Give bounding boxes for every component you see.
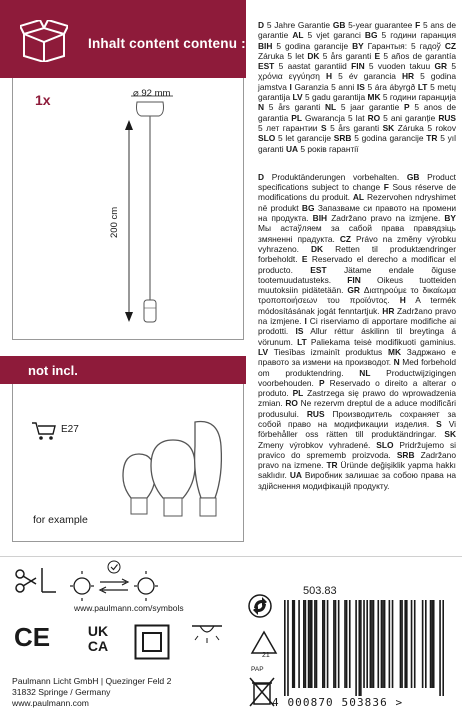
- not-included-title: not incl.: [28, 363, 78, 378]
- barcode-bar: [389, 600, 391, 688]
- guarantee-code: LT: [417, 81, 428, 92]
- change-text: Zastrzega się prawo do wprowadzenia zmian.: [258, 388, 456, 409]
- guarantee-code: TR: [426, 133, 438, 144]
- barcode-bar: [308, 600, 310, 688]
- symbols-url[interactable]: www.paulmann.com/symbols: [74, 603, 184, 613]
- article-number: 503.83: [303, 585, 337, 597]
- change-text: Paliekama teisė modifikuoti gaminius.: [306, 336, 456, 347]
- guarantee-text: Garanzia 5 anni: [291, 81, 357, 92]
- pendant-drawing: [13, 78, 245, 340]
- footer-divider: [0, 556, 462, 557]
- change-code: SK: [444, 429, 456, 440]
- guarantee-code: BY: [352, 40, 364, 51]
- barcode-bar: [344, 600, 346, 688]
- change-text: Ci riserviamo di apportare modifiche ai prodotti.: [258, 316, 456, 337]
- guarantee-code: LV: [292, 92, 303, 103]
- change-text: Vi förbehåller oss rätten till produktändringar.: [258, 418, 457, 440]
- guarantee-text: 5 let garancije: [275, 133, 334, 144]
- guarantee-text: 5 ani garanție: [380, 112, 439, 123]
- box-icon: [20, 20, 68, 62]
- recycle-icon: [248, 594, 272, 618]
- change-code: IS: [295, 326, 304, 337]
- guarantee-code: SRB: [333, 133, 352, 144]
- change-code: NL: [359, 367, 371, 378]
- guarantee-text: 5 godina garancije: [272, 40, 353, 51]
- barcode-bar: [316, 600, 318, 688]
- change-code: E: [301, 254, 308, 265]
- ukca-line1: UK: [87, 623, 109, 639]
- guarantee-code: DK: [307, 50, 320, 61]
- dimming-icon: [70, 560, 160, 602]
- barcode-bar: [366, 600, 368, 688]
- guarantee-code: BG: [364, 30, 378, 41]
- barcode-bar: [360, 600, 362, 696]
- change-code: TR: [326, 460, 338, 471]
- guarantee-text: 5 vjet garanci: [303, 30, 365, 41]
- guarantee-text: 5 yıl garanti: [258, 133, 456, 154]
- guarantee-code: F: [415, 20, 421, 30]
- barcode-bar: [349, 600, 351, 688]
- change-code: BIH: [312, 213, 328, 224]
- content-panel: [12, 78, 244, 340]
- class2-icon: [134, 624, 170, 660]
- guarantee-code: BIH: [258, 40, 273, 51]
- guarantee-code: GR: [434, 61, 448, 72]
- company-address: [12, 676, 171, 710]
- barcode-bar: [355, 600, 357, 696]
- guarantee-code: EST: [258, 61, 275, 72]
- barcode-bar: [322, 600, 324, 688]
- guarantee-code: E: [374, 50, 381, 61]
- guarantee-text: 5 anos de garantia: [258, 102, 456, 123]
- change-code: MK: [387, 346, 401, 357]
- change-text: Právo na změny výrobku vyhrazeno.: [258, 233, 456, 254]
- change-code: CZ: [339, 233, 352, 244]
- change-text: Pridržujemo si pravico do sprememb proizvoda.: [258, 439, 456, 460]
- guarantee-text: 5 ans de garantie: [258, 20, 456, 41]
- guarantee-text: 5 років гарантії: [298, 143, 359, 154]
- change-text: Tiesības izmainīt produktus: [268, 346, 388, 357]
- change-text: Задржано е правото за измени на производот.: [258, 346, 456, 368]
- change-text: Запазваме си правото на промени на продукта.: [258, 202, 457, 224]
- change-text: Üründe değişiklik yapma hakkı saklıdır.: [258, 460, 456, 481]
- guarantee-text: Záruka 5 let: [258, 50, 308, 61]
- barcode-bar: [431, 600, 433, 688]
- barcode-bar: [294, 600, 296, 688]
- change-code: AL: [352, 192, 365, 203]
- not-included-banner: [0, 356, 246, 384]
- guarantee-code: IS: [356, 81, 365, 92]
- barcode-bar: [358, 600, 360, 696]
- company-line1: Paulmann Licht GmbH | Quezinger Feld 2: [12, 676, 172, 686]
- barcode-bar: [370, 600, 372, 688]
- guarantee-text: Záruka 5 rokov: [394, 122, 457, 133]
- barcode-bar: [373, 600, 375, 688]
- guarantee-code: D: [258, 20, 265, 30]
- change-text: Διατηρούμε το δικαίωμα τροποποιήσεων του προϊόντος.: [258, 285, 456, 306]
- guarantee-code: CZ: [444, 40, 456, 51]
- ukca-line2: CA: [87, 638, 109, 654]
- change-code: GB: [406, 171, 420, 182]
- guarantee-code: GB: [332, 20, 346, 30]
- change-text: Zadržano pravo na izmjene.: [258, 305, 456, 327]
- guarantee-text: 5 години гаранција: [380, 92, 456, 103]
- barcode-bar: [311, 600, 313, 688]
- barcode-bar: [430, 600, 432, 688]
- barcode-bar: [363, 600, 365, 688]
- change-text: Ne rezervm dreptul de a aduce modificări produsului.: [258, 398, 456, 419]
- diameter-label: ⌀ 92 mm: [133, 88, 171, 99]
- barcode-bar: [303, 600, 305, 688]
- guarantee-code: HR: [401, 71, 415, 82]
- guarantee-text: Гарантыя: 5 гадоў: [363, 40, 445, 51]
- socket-type: E27: [61, 424, 79, 435]
- change-text: Zadržano pravo na izmene.: [258, 449, 456, 471]
- change-code: LT: [297, 336, 307, 347]
- barcode-digits: 4 000870 503836 >: [272, 696, 404, 709]
- ukca-mark: [78, 624, 118, 664]
- guarantee-text: 5 års garanti: [264, 102, 325, 113]
- barcode-bar: [324, 600, 326, 688]
- bulb-icon: [109, 416, 239, 526]
- change-text: Retten til produktændringer forbeholdt.: [258, 243, 457, 265]
- barcode-bar: [406, 600, 408, 688]
- change-paragraph: [258, 172, 456, 491]
- barcode-bar: [384, 600, 386, 688]
- change-text: Oikeus tuotteiden muutoksiin pidätetään.: [258, 274, 456, 296]
- change-code: LV: [258, 346, 269, 357]
- barcode-bar: [392, 600, 394, 688]
- change-code: SLO: [376, 439, 394, 450]
- barcode-bar: [309, 600, 311, 688]
- guarantee-text: 5-year guarantee: [345, 20, 416, 30]
- change-text: Jätame endale õiguse tootemuudatusteks.: [258, 264, 456, 285]
- change-text: Productwijzigingen voorbehouden.: [258, 367, 456, 388]
- change-code: FIN: [347, 274, 361, 285]
- content-title: Inhalt content contenu :: [88, 36, 246, 51]
- guarantee-code: SK: [382, 122, 395, 133]
- barcode-bar: [377, 600, 379, 688]
- guarantee-code: AL: [292, 30, 304, 41]
- barcode-bar: [422, 600, 424, 688]
- change-code: P: [318, 377, 325, 388]
- barcode-bar: [404, 600, 406, 688]
- change-code: GR: [347, 285, 360, 296]
- change-code: N: [393, 357, 400, 368]
- legal-text-column: [258, 20, 456, 491]
- guarantee-code: N: [258, 102, 265, 113]
- barcode-bar: [414, 600, 416, 688]
- guarantee-code: UA: [285, 143, 299, 154]
- guarantee-code: SLO: [258, 133, 276, 144]
- cart-icon: [31, 420, 57, 442]
- barcode-bar: [411, 600, 413, 688]
- change-code: HR: [382, 305, 395, 316]
- barcode-bar: [425, 600, 427, 688]
- guarantee-text: 5 години гаранция: [377, 30, 456, 41]
- barcode-bar: [335, 600, 337, 688]
- recycling-number: 21: [262, 652, 270, 659]
- change-code: EST: [310, 264, 327, 275]
- guarantee-text: 5 év garancia: [332, 71, 402, 82]
- barcode-bar: [381, 600, 383, 688]
- content-banner: [0, 0, 246, 78]
- guarantee-text: 5 gadu garantija: [302, 92, 368, 103]
- company-line2: 31832 Springe / Germany: [12, 687, 111, 698]
- quantity-label: 1x: [35, 92, 51, 108]
- scissors-icon: [12, 566, 58, 602]
- guarantee-text: 5 godina garancije: [351, 133, 427, 144]
- not-included-panel: [12, 384, 244, 542]
- barcode-bar: [371, 600, 373, 688]
- guarantee-text: 5 лет гарантии: [258, 122, 321, 133]
- guarantee-code: NL: [324, 102, 337, 113]
- change-code: S: [436, 418, 442, 429]
- guarantee-text: 5 jaar garantie: [336, 102, 405, 113]
- change-text: A termék módosításának jogát fenntartjuk.: [258, 295, 456, 316]
- change-code: BG: [301, 202, 315, 213]
- change-code: UA: [289, 470, 302, 481]
- barcode-bar: [382, 600, 384, 688]
- change-text: Zmeny výrobkov vyhradené.: [258, 439, 377, 450]
- barcode-bar: [305, 600, 307, 688]
- change-text: Sous réserve de modifications du produit.: [258, 182, 456, 203]
- barcode-bar: [298, 600, 300, 688]
- change-text: Rezervohen ndryshimet në produkt: [258, 192, 456, 213]
- change-text: Produktänderungen vorbehalten.: [264, 171, 407, 182]
- change-code: F: [383, 182, 389, 193]
- barcode-bar: [401, 600, 403, 688]
- guarantee-text: 5 χρόνια εγγύηση: [258, 61, 456, 82]
- barcode-bar: [327, 600, 329, 688]
- barcode-bar: [287, 600, 289, 696]
- guarantee-code: I: [289, 81, 292, 92]
- change-text: Med forbehold om produktendring.: [258, 357, 456, 378]
- company-line3[interactable]: www.paulmann.com: [12, 698, 89, 709]
- guarantee-text: Gwarancja 5 lat: [301, 112, 368, 123]
- guarantee-code: P: [404, 102, 410, 113]
- guarantee-text: 5 års garanti: [326, 122, 383, 133]
- guarantee-code: MK: [367, 92, 381, 103]
- change-code: PL: [292, 388, 304, 399]
- barcode-bar: [400, 600, 402, 688]
- guarantee-text: 5 års garanti: [319, 50, 375, 61]
- guarantee-text: 5 Jahre Garantie: [264, 20, 333, 30]
- change-code: BY: [444, 213, 456, 224]
- change-text: Мы астаўляем за сабой права правядзіць змяненні прадукта.: [258, 223, 456, 244]
- guarantee-code: RUS: [438, 112, 456, 123]
- change-code: I: [304, 316, 307, 327]
- guarantee-text: 5 aastat garantiid: [274, 61, 352, 72]
- barcode-bar: [433, 600, 435, 688]
- change-text: Allur réttur áskilinn til breytinga á vörunum.: [258, 326, 456, 347]
- change-text: Product specifications subject to change: [258, 171, 456, 193]
- guarantee-code: RO: [367, 112, 381, 123]
- barcode-bar: [284, 600, 286, 696]
- barcode-bar: [442, 600, 444, 696]
- left-column: [0, 0, 246, 556]
- guarantee-code: H: [326, 71, 333, 82]
- barcode-bar: [333, 600, 335, 688]
- change-code: SRB: [396, 449, 415, 460]
- guarantee-code: FIN: [351, 61, 365, 72]
- change-code: H: [399, 295, 406, 306]
- barcode-bar: [314, 600, 316, 688]
- ce-mark: CE: [14, 622, 51, 652]
- barcode: [284, 600, 444, 696]
- ceiling-mount-icon: [190, 622, 224, 644]
- change-code: DK: [311, 243, 324, 254]
- barcode-bar: [292, 600, 294, 688]
- guarantee-code: PL: [291, 112, 302, 123]
- barcode-bar: [338, 600, 340, 688]
- guarantee-text: 5 metų garantija: [258, 81, 456, 103]
- change-text: Reservado el derecho a modificar el producto.: [258, 254, 456, 275]
- change-code: D: [258, 171, 265, 182]
- guarantee-text: 5 vuoden takuu: [364, 61, 435, 72]
- example-label: for example: [33, 514, 88, 526]
- change-code: RO: [285, 398, 298, 409]
- barcode-bar: [346, 600, 348, 688]
- change-text: Reservado o direito a alterar o produto.: [258, 377, 456, 399]
- barcode-bar: [439, 600, 441, 696]
- guarantee-text: 5 años de garantía: [380, 50, 456, 61]
- change-text: Zadržano pravo na izmjene.: [327, 213, 445, 224]
- cable-length-label: 200 cm: [109, 206, 120, 238]
- guarantee-text: 5 godina jamstva: [258, 71, 456, 92]
- change-text: Виробник залишає за собою права на здійснення модифікацій продукту.: [258, 470, 456, 491]
- recycling-label: PAP: [251, 666, 264, 673]
- guarantee-paragraph: [258, 20, 456, 154]
- guarantee-text: 5 ára ábyrgð: [364, 81, 418, 92]
- guarantee-code: S: [321, 122, 327, 133]
- change-text: Производитель сохраняет за собой право на модификации изделия.: [258, 408, 456, 429]
- change-code: RUS: [306, 408, 325, 419]
